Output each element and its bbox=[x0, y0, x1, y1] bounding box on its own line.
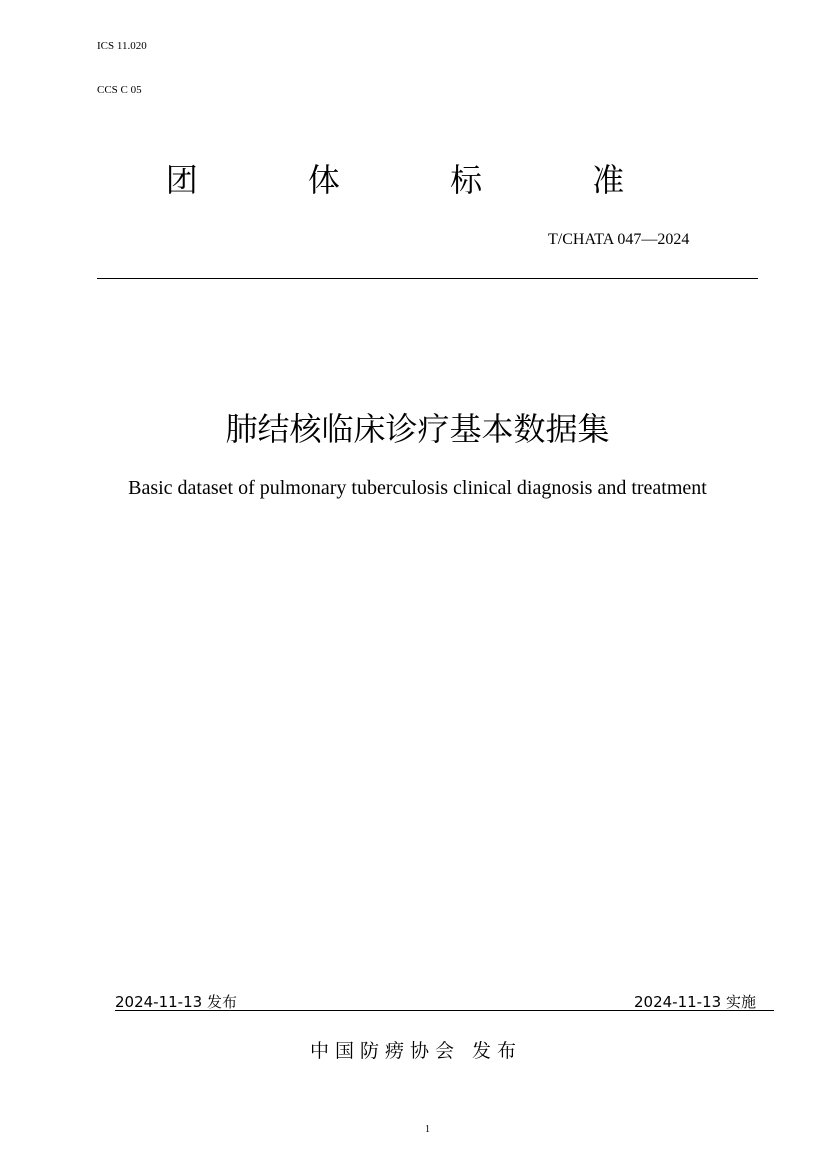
header-divider bbox=[97, 278, 758, 279]
document-title-chinese: 肺结核临床诊疗基本数据集 bbox=[225, 410, 610, 448]
ics-code: ICS 11.020 bbox=[97, 40, 147, 52]
standard-code: T/CHATA 047—2024 bbox=[548, 231, 690, 248]
document-title-english: Basic dataset of pulmonary tuberculosis clinical diagnosis and treatment bbox=[128, 477, 707, 499]
page-number: 1 bbox=[425, 1124, 430, 1135]
ccs-code: CCS C 05 bbox=[97, 84, 142, 96]
effective-date: 2024-11-13 实施 bbox=[634, 993, 756, 1011]
publish-date: 2024-11-13 发布 bbox=[115, 993, 237, 1011]
standard-type: 团 体 标 准 bbox=[165, 161, 675, 199]
publisher: 中国防痨协会 发布 bbox=[309, 1040, 523, 1062]
dates-divider bbox=[115, 1010, 774, 1011]
